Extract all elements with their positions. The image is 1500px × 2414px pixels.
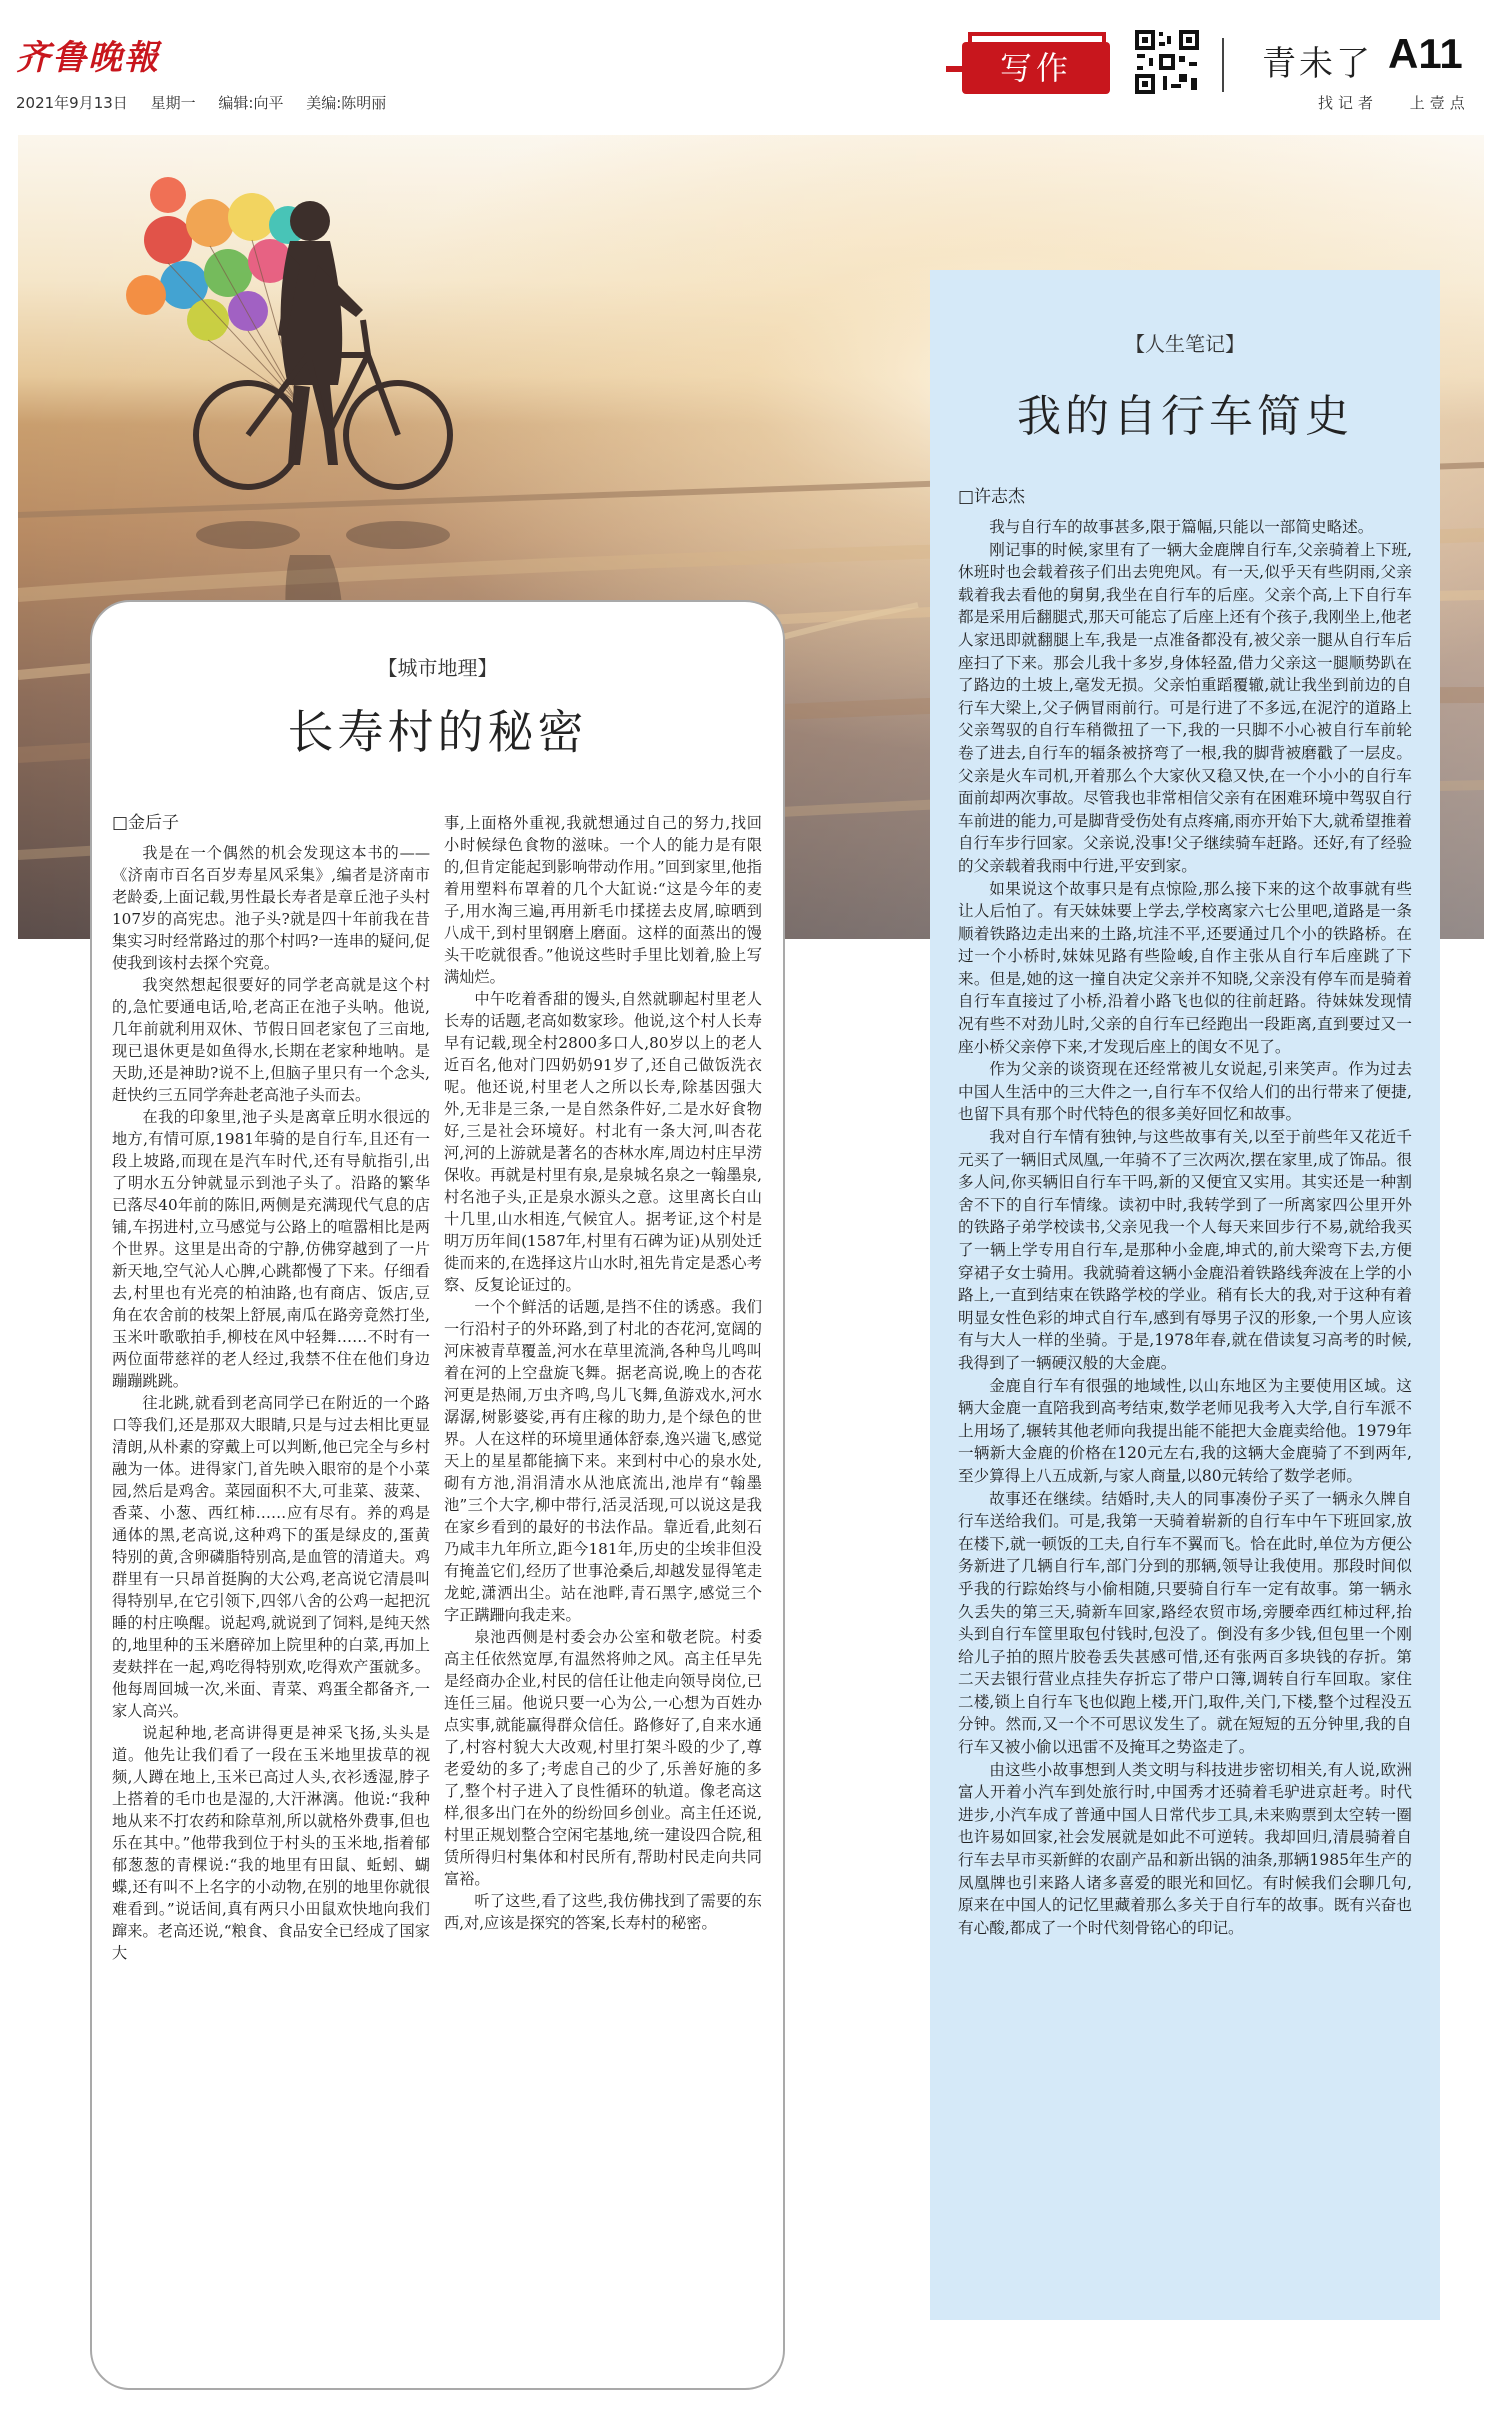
paragraph: 我是在一个偶然的机会发现这本书的——《济南市百名百岁寿星风采集》,编者是济南市老龄委,上面记载,男性最长寿者是章丘池子头村107岁的高宪忠。池子头?就是四十年前我在昔集实习时经常路过的那个村吗?一连串的疑问,促使我到该村去探个究竟。 [112, 844, 430, 972]
article-kicker: 【人生笔记】 [1125, 332, 1245, 356]
article-column-2 [444, 812, 762, 2367]
designer-name: 美编:陈明丽 [306, 94, 387, 112]
article-column-1 [112, 842, 430, 2367]
editor-credit-line1: 找记者 [1318, 94, 1379, 112]
article-title: 长寿村的秘密 [287, 705, 588, 759]
editor-name: 编辑:向平 [218, 94, 284, 112]
article-byline: □许志杰 [958, 487, 1026, 507]
article-kicker: 【城市地理】 [377, 656, 498, 680]
paragraph: 泉池西侧是村委会办公室和敬老院。村委高主任依然宽厚,有温然将帅之风。高主任早先是经商办企业,村民的信任让他走向领导岗位,已连任三届。他说只要一心为公,一心想为百姓办点实事,就能赢得群众信任。路修好了,自来水通了,村容村貌大大改观,村里打架斗殴的少了,尊老爱幼的多了;考虑自己的少了,乐善好施的多了,整个村子进入了良性循环的轨道。像老高这样,很多出门在外的纷纷回乡创业。高主任还说,村里正规划整合空闲宅基地,统一建设四合院,租赁所得归村集体和村民所有,帮助村民走向共同富裕。 [444, 1628, 762, 1888]
article-byline: □金后子 [112, 813, 180, 833]
paragraph: 一个个鲜活的话题,是挡不住的诱惑。我们一行沿村子的外环路,到了村北的杏花河,宽阔的河床被青草覆盖,河水在草里流淌,各种鸟儿鸣叫着在河的上空盘旋飞舞。据老高说,晚上的杏花河更是热闹,万虫齐鸣,鸟儿飞舞,鱼游戏水,河水潺潺,树影婆娑,再有庄稼的助力,是个绿色的世界。人在这样的环境里通体舒泰,逸兴遄飞,感觉天上的星星都能摘下来。来到村中心的泉水处,砌有方池,涓涓清水从池底流出,池岸有“翰墨池”三个大字,柳中带行,活灵活现,可以说这是我在家乡看到的最好的书法作品。靠近看,此刻石乃咸丰九年所立,距今181年,历史的尘埃非但没有掩盖它们,经历了世事沧桑后,却越发显得笔走龙蛇,潇洒出尘。站在池畔,青石黑字,感觉三个字正蹒跚向我走来。 [444, 1298, 762, 1624]
issue-weekday: 星期一 [150, 94, 196, 112]
section-label: 写作 [999, 49, 1072, 87]
paragraph: 事,上面格外重视,我就想通过自己的努力,找回小时候绿色食物的滋味。一个人的能力是有限的,但肯定能起到影响带动作用。”回到家里,他指着用塑料布罩着的几个大缸说:“这是今年的麦子,用水淘三遍,再用新毛巾揉搓去皮屑,晾晒到八成干,到村里钢磨上磨面。这样的面蒸出的馒头干吃就很香。”他说这些时手里比划着,脸上写满灿烂。 [444, 814, 762, 986]
paragraph: 金鹿自行车有很强的地域性,以山东地区为主要使用区域。这辆大金鹿一直陪我到高考结束,数学老师见我考入大学,自行车派不上用场了,辗转其他老师向我提出能不能把大金鹿卖给他。1979年一辆新大金鹿的价格在120元左右,我的这辆大金鹿骑了不到两年,至少算得上八五成新,与家人商量,以80元转给了数学老师。 [958, 1376, 1412, 1485]
date-line [16, 92, 404, 113]
page-number: A11 [1388, 30, 1463, 77]
article-title: 我的自行车简史 [1017, 391, 1353, 442]
header-divider [1222, 38, 1224, 92]
paragraph: 作为父亲的谈资现在还经常被儿女说起,引来笑声。作为过去中国人生活中的三大件之一,自行车不仅给人们的出行带来了便捷,也留下具有那个时代特色的很多美好回忆和故事。 [958, 1060, 1412, 1124]
section-tab [962, 42, 1110, 94]
newspaper-logo: 齐鲁晚報 [16, 38, 160, 78]
issue-date: 2021年9月13日 [16, 94, 128, 112]
article-column [958, 516, 1412, 2306]
paragraph: 刚记事的时候,家里有了一辆大金鹿牌自行车,父亲骑着上下班,休班时也会载着孩子们出去兜兜风。有一天,似乎天有些阴雨,父亲载着我去看他的舅舅,我坐在自行车的后座。父亲个高,上下自行车都是采用后翻腿式,那天可能忘了后座上还有个孩子,我刚坐上,他老人家迅即就翻腿上车,我是一点准备都没有,被父亲一腿从自行车后座扫了下来。那会儿我十多岁,身体轻盈,借力父亲这一腿顺势趴在了路边的土坡上,毫发无损。父亲怕重蹈覆辙,就让我坐到前边的自行车大梁上,父子俩冒雨前行。可是行进了不多远,在泥泞的道路上父亲驾驭的自行车稍微扭了一下,我的一只脚不小心被自行车前轮卷了进去,自行车的辐条被挤弯了一根,我的脚背被磨戳了一层皮。父亲是火车司机,开着那么个大家伙又稳又快,在一个小小的自行车面前却两次事故。尽管我也非常相信父亲有在困难环境中驾驭自行车前进的能力,可是脚背受伤处有点疼痛,雨亦开始下大,就希望推着自行车步行回家。父亲说,没事!父子继续骑车赶路。还好,有了经验的父亲载着我雨中行进,平安到家。 [958, 540, 1412, 875]
paragraph: 中午吃着香甜的馒头,自然就聊起村里老人长寿的话题,老高如数家珍。他说,这个村人长寿早有记载,现全村2800多口人,80岁以上的老人近百名,他对门四奶奶91岁了,还自己做饭洗衣呢。他还说,村里老人之所以长寿,除基因强大外,无非是三条,一是自然条件好,二是水好食物好,三是社会环境好。村北有一条大河,叫杏花河,河的上游就是著名的杏林水库,周边村庄早涝保收。再就是村里有泉,是泉城名泉之一翰墨泉,村名池子头,正是泉水源头之意。这里离长白山十几里,山水相连,气候宜人。据考证,这个村是明万历年间(1587年,村里有石碑为证)从别处迁徙而来的,在选择这片山水时,祖先肯定是悉心考察、反复论证过的。 [444, 990, 762, 1294]
paragraph: 听了这些,看了这些,我仿佛找到了需要的东西,对,应该是探究的答案,长寿村的秘密。 [444, 1892, 762, 1932]
paragraph: 由这些小故事想到人类文明与科技进步密切相关,有人说,欧洲富人开着小汽车到处旅行时,中国秀才还骑着毛驴进京赶考。时代进步,小汽车成了普通中国人日常代步工具,未来购票到太空转一圈也许易如回家,社会发展就是如此不可逆转。我却回归,清晨骑着自行车去早市买新鲜的农副产品和新出锅的油条,那辆1985年生产的凤凰牌也引来路人诸多喜爱的眼光和回忆。有时候我们会聊几句,原来在中国人的记忆里藏着那么多关于自行车的故事。既有兴奋也有心酸,都成了一个时代刻骨铭心的印记。 [958, 1760, 1412, 1937]
paragraph: 我与自行车的故事甚多,限于篇幅,只能以一部简史略述。 [989, 518, 1374, 536]
paragraph: 如果说这个故事只是有点惊险,那么接下来的这个故事就有些让人后怕了。有天妹妹要上学去,学校离家六七公里吧,道路是一条顺着铁路边走出来的土路,坑洼不平,还要通过几个小的铁路桥。在过一个小桥时,妹妹见路有些险峻,自作主张从自行车后座跳了下来。但是,她的这一撞自决定父亲并不知晓,父亲没有停车而是骑着自行车直接过了小桥,沿着小路飞也似的往前赶路。待妹妹发现情况有些不对劲儿时,父亲的自行车已经跑出一段距离,直到要过又一座小桥父亲停下来,才发现后座上的闺女不见了。 [958, 879, 1412, 1056]
qr-code-icon [1133, 28, 1201, 96]
editor-credit-line2: 上壹点 [1409, 94, 1470, 112]
paragraph: 故事还在继续。结婚时,夫人的同事凑份子买了一辆永久牌自行车送给我们。可是,我第一天骑着崭新的自行车中午下班回家,放在楼下,就一顿饭的工夫,自行车不翼而飞。恰在此时,单位为方便公务新进了几辆自行车,部门分到的那辆,领导让我使用。那段时间似乎我的行踪始终与小偷相随,只要骑自行车一定有故事。第一辆永久丢失的第三天,骑新车回家,路经农贸市场,旁腰牵西红柿过秤,抬头到自行车筐里取包付钱时,包没了。倒没有多少钱,但包里一个刚给儿子拍的照片胶卷丢失甚感可惜,还有张两百多块钱的存折。第二天去银行营业点挂失存折忘了带户口簿,调转自行车回取。家住二楼,锁上自行车飞也似跑上楼,开门,取件,关门,下楼,整个过程没五分钟。然而,又一个不可思议发生了。就在短短的五分钟里,我的自行车又被小偷以迅雷不及掩耳之势盗走了。 [958, 1489, 1412, 1757]
paragraph: 说起种地,老高讲得更是神采飞扬,头头是道。他先让我们看了一段在玉米地里拔草的视频,人蹲在地上,玉米已高过人头,衣衫透湿,脖子上搭着的毛巾也是湿的,大汗淋漓。他说:“我种地从来不打农药和除草剂,所以就格外费事,但也乐在其中。”他带我到位于村头的玉米地,指着郁郁葱葱的青棵说:“我的地里有田鼠、蚯蚓、蝴蝶,还有叫不上名字的小动物,在别的地里你就很难看到。”说话间,真有两只小田鼠欢快地向我们蹿来。老高还说,“粮食、食品安全已经成了国家大 [112, 1724, 430, 1962]
paragraph: 我对自行车情有独钟,与这些故事有关,以至于前些年又花近千元买了一辆旧式凤凰,一年骑不了三次两次,摆在家里,成了饰品。很多人问,你买辆旧自行车干吗,新的又便宜又实用。其实还是一种割舍不下的自行车情缘。读初中时,我转学到了一所离家四公里开外的铁路子弟学校读书,父亲见我一个人每天来回步行不易,就给我买了一辆上学专用自行车,是那种小金鹿,坤式的,前大梁弯下去,方便穿裙子女士骑用。我就骑着这辆小金鹿沿着铁路线奔波在上学的小路上,一直到结束在铁路学校的学业。稍有长大的我,对于这种有着明显女性色彩的坤式自行车,感到有辱男子汉的形象,一个男人应该有与大人一样的坐骑。于是,1978年春,就在借读复习高考的时候,我得到了一辆硬汉般的大金鹿。 [958, 1128, 1412, 1372]
masthead [0, 0, 1500, 135]
paragraph: 在我的印象里,池子头是离章丘明水很远的地方,有情可原,1981年骑的是自行车,且还有一段上坡路,而现在是汽车时代,还有导航指引,出了明水五分钟就显示到池子头了。沿路的繁华已落尽40年前的陈旧,两侧是充满现代气息的店铺,车拐进村,立马感觉与公路上的喧嚣相比是两个世界。这里是出奇的宁静,仿佛穿越到了一片新天地,空气沁人心脾,心跳都慢了下来。仔细看去,村里也有光亮的柏油路,也有商店、饭店,豆角在农舍前的枝架上舒展,南瓜在路旁竟然打坐,玉米叶歌歌拍手,柳枝在风中轻舞……不时有一两位面带慈祥的老人经过,我禁不住在他们身边蹦蹦跳跳。 [112, 1108, 430, 1390]
paragraph: 往北跳,就看到老高同学已在附近的一个路口等我们,还是那双大眼睛,只是与过去相比更显清朗,从朴素的穿戴上可以判断,他已完全与乡村融为一体。进得家门,首先映入眼帘的是个小菜园,然后是鸡舍。菜园面积不大,可韭菜、菠菜、香菜、小葱、西红柿……应有尽有。养的鸡是通体的黑,老高说,这种鸡下的蛋是绿皮的,蛋黄特别的黄,含卵磷脂特别高,是血管的清道夫。鸡群里有一只昂首挺胸的大公鸡,老高说它清晨叫得特别早,在它引领下,四邻八舍的公鸡一起把沉睡的村庄唤醒。说起鸡,就说到了饲料,是纯天然的,地里种的玉米磨碎加上院里种的白菜,再加上麦麸拌在一起,鸡吃得特别欢,吃得欢产蛋就多。他每周回城一次,米面、青菜、鸡蛋全都备齐,一家人高兴。 [112, 1394, 430, 1720]
article-longevity-village [90, 600, 785, 2390]
editor-credit [1296, 92, 1470, 113]
paragraph: 我突然想起很要好的同学老高就是这个村的,急忙要通电话,哈,老高正在池子头呐。他说,几年前就利用双休、节假日回老家包了三亩地,现已退休更是如鱼得水,长期在老家种地呐。是天助,还是神助?说不上,但脑子里只有一个念头,赶快约三五同学奔赴老高池子头而去。 [112, 976, 430, 1104]
article-bicycle-history [930, 270, 1440, 2320]
page-section-name: 青未了 [1262, 44, 1373, 84]
